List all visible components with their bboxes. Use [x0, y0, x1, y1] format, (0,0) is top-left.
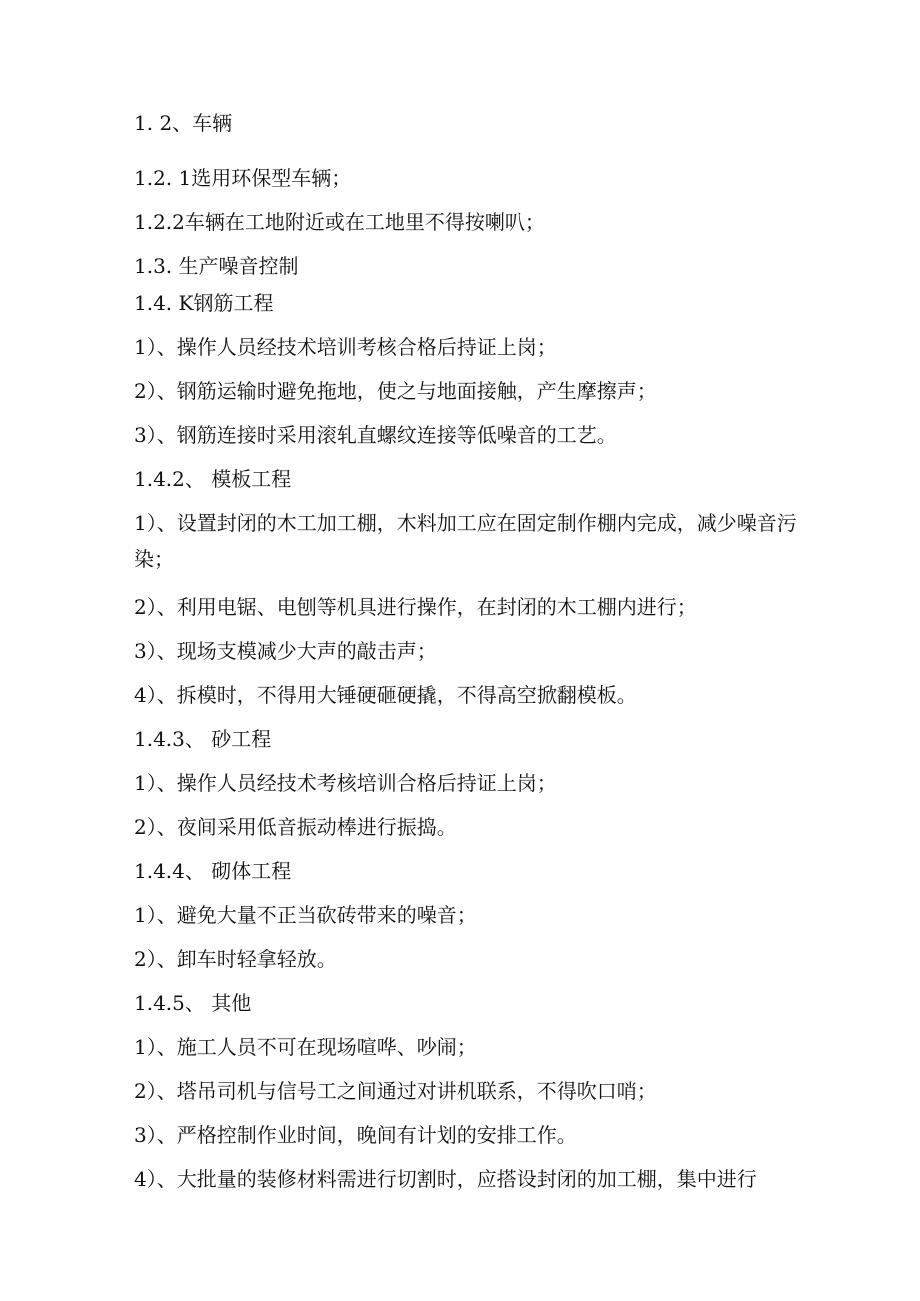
heading-1-4-2: 1.4.2、 模板工程 — [134, 467, 292, 491]
rebar-item-3: 3）、钢筋连接时采用滚轧直螺纹连接等低噪音的工艺。 — [134, 423, 617, 447]
other-item-2: 2）、塔吊司机与信号工之间通过对讲机联系，不得吹口哨； — [134, 1079, 657, 1103]
formwork-item-1: 1）、设置封闭的木工加工棚，木料加工应在固定制作棚内完成，减少噪音污染； — [134, 511, 797, 571]
heading-1-4-3: 1.4.3、 砂工程 — [134, 727, 272, 751]
heading-1-2: 1. 2、车辆 — [134, 111, 233, 135]
formwork-item-2: 2）、利用电锯、电刨等机具进行操作，在封闭的木工棚内进行； — [134, 595, 697, 619]
heading-1-4-4: 1.4.4、 砌体工程 — [134, 859, 292, 883]
rebar-item-2: 2）、钢筋运输时避免拖地，使之与地面接触，产生摩擦声； — [134, 379, 657, 403]
other-item-4: 4）、大批量的装修材料需进行切割时，应搭设封闭的加工棚，集中进行 — [134, 1167, 757, 1191]
formwork-item-4: 4）、拆模时，不得用大锤硬砸硬撬，不得高空掀翻模板。 — [134, 683, 637, 707]
masonry-item-1: 1）、避免大量不正当砍砖带来的噪音； — [134, 903, 477, 927]
item-1-2-2: 1.2.2车辆在工地附近或在工地里不得按喇叭； — [134, 210, 545, 234]
concrete-item-2: 2）、夜间采用低音振动棒进行振捣。 — [134, 815, 457, 839]
rebar-item-1: 1）、操作人员经技术培训考核合格后持证上岗； — [134, 335, 557, 359]
heading-1-4: 1.4. K钢筋工程 — [134, 291, 274, 315]
other-item-3: 3）、严格控制作业时间，晚间有计划的安排工作。 — [134, 1123, 577, 1147]
masonry-item-2: 2）、卸车时轻拿轻放。 — [134, 947, 337, 971]
heading-1-3: 1.3. 生产噪音控制 — [134, 254, 299, 278]
formwork-item-3: 3）、现场支模减少大声的敲击声； — [134, 639, 437, 663]
concrete-item-1: 1）、操作人员经技术考核培训合格后持证上岗； — [134, 771, 557, 795]
item-1-2-1: 1.2. 1选用环保型车辆； — [134, 166, 352, 190]
heading-1-4-5: 1.4.5、 其他 — [134, 991, 252, 1015]
other-item-1: 1）、施工人员不可在现场喧哗、吵闹； — [134, 1035, 477, 1059]
